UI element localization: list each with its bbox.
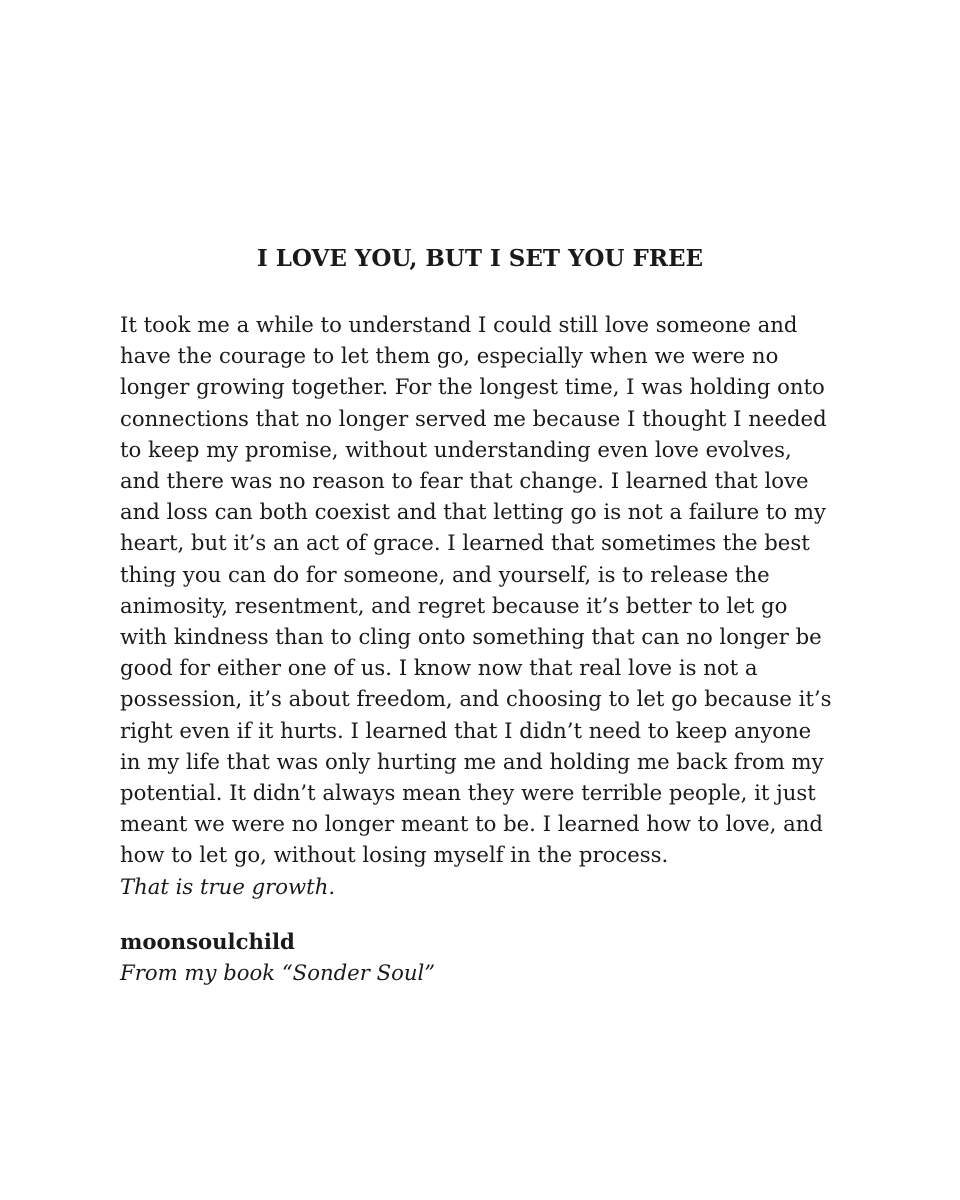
author-name: moonsoulchild xyxy=(120,929,295,954)
poem-line: thing you can do for someone, and yourself, is to release the xyxy=(120,561,770,587)
poem-line: animosity, resentment, and regret because it’s better to let go xyxy=(120,592,788,618)
poem-line: have the courage to let them go, especially when we were no xyxy=(120,343,779,369)
poem-body xyxy=(120,309,880,902)
poem-line: right even if it hurts. I learned that I didn’t need to keep anyone xyxy=(120,717,812,743)
poem-line: with kindness than to cling onto something that can no longer be xyxy=(120,624,822,650)
poem-line: and there was no reason to fear that change. I learned that love xyxy=(120,468,809,494)
poem-line: to keep my promise, without understanding even love evolves, xyxy=(120,436,792,462)
poem-line: longer growing together. For the longest time, I was holding onto xyxy=(120,374,825,400)
poem-line: how to let go, without losing myself in the process. xyxy=(120,842,669,868)
poem-line: possession, it’s about freedom, and choosing to let go because it’s xyxy=(120,686,832,712)
poem-line: meant we were no longer meant to be. I learned how to love, and xyxy=(120,811,823,837)
poem-closing-line: That is true growth. xyxy=(120,873,336,899)
poem-title: I LOVE YOU, BUT I SET YOU FREE xyxy=(256,245,704,272)
poem-line: in my life that was only hurting me and holding me back from my xyxy=(120,748,824,774)
signature-block xyxy=(120,926,880,988)
poem-line: and loss can both coexist and that letting go is not a failure to my xyxy=(120,499,826,525)
book-source: From my book “Sonder Soul” xyxy=(120,960,436,985)
poem-line: good for either one of us. I know now that real love is not a xyxy=(120,655,758,681)
poem-line: It took me a while to understand I could still love someone and xyxy=(120,312,798,337)
poem-line: potential. It didn’t always mean they were terrible people, it just xyxy=(120,780,816,806)
poem-line: connections that no longer served me because I thought I needed xyxy=(120,405,827,431)
poem-line: heart, but it’s an act of grace. I learned that sometimes the best xyxy=(120,530,810,556)
